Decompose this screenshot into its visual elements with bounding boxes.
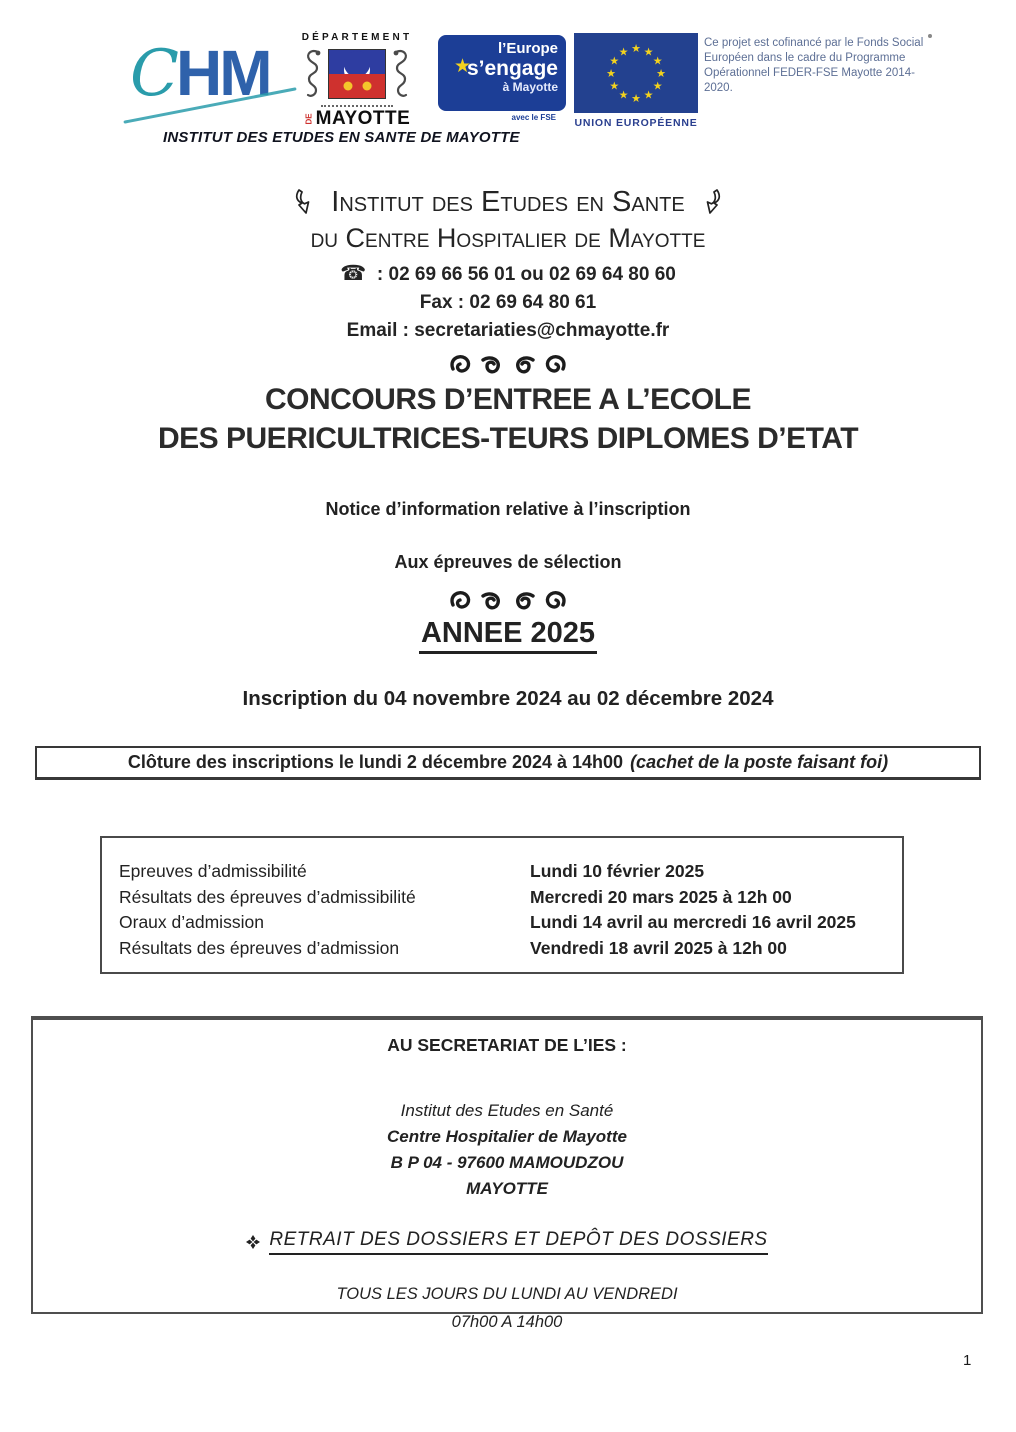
engage-line2: s’engage [466, 57, 558, 80]
svg-text:★: ★ [609, 80, 620, 93]
address-line: MAYOTTE [466, 1179, 548, 1198]
main-title [0, 380, 1016, 458]
year-heading [0, 617, 1016, 650]
year-text: ANNEE 2025 [419, 617, 597, 654]
scan-artifact-dot [928, 34, 932, 38]
svg-text:★: ★ [609, 55, 620, 68]
arrow-right-icon [701, 189, 725, 216]
departement-mayotte-logo [282, 32, 432, 136]
eu-caption-label: UNION EUROPÉENNE [574, 117, 698, 129]
inscription-line: Inscription du 04 novembre 2024 au 02 décembre 2024 [242, 687, 774, 710]
notice-line: Notice d’information relative à l’inscription [325, 499, 691, 519]
retrait-text: RETRAIT DES DOSSIERS ET DEPÔT DES DOSSIERS [269, 1229, 767, 1255]
address-line: B P 04 - 97600 MAMOUDZOU [390, 1153, 624, 1172]
schedule-value: Mercredi 20 mars 2025 à 12h 00 [530, 886, 792, 907]
mayotte-de-label: DE [304, 112, 314, 124]
cofinance-note: Ce projet est cofinancé par le Fonds Social Européen dans le cadre du Programme Opérationnel FEDER-FSE Mayotte 2014-2020. [704, 37, 924, 94]
mayotte-shield-icon [328, 49, 386, 99]
svg-text:★: ★ [643, 89, 654, 102]
svg-text:★: ★ [618, 46, 629, 59]
schedule-value: Lundi 14 avril au mercredi 16 avril 2025 [530, 912, 856, 932]
institute-phone-number: : 02 69 66 56 01 ou 02 69 64 80 60 [376, 264, 676, 285]
schedule-value: Vendredi 18 avril 2025 à 12h 00 [530, 937, 787, 958]
schedule-row [102, 910, 902, 936]
closure-box [35, 746, 981, 780]
institute-line1: Institut des Etudes en Sante [331, 186, 685, 218]
chm-logo [130, 34, 295, 124]
phone-icon: ☎ [340, 262, 367, 285]
header-subtitle: INSTITUT DES ETUDES EN SANTE DE MAYOTTE [163, 129, 520, 146]
secretariat-box [31, 1016, 983, 1331]
main-title-line1: CONCOURS D’ENTREE A L’ECOLE [265, 383, 751, 416]
engage-line1: l’Europe [497, 40, 558, 57]
secretariat-heading: AU SECRETARIAT DE L’IES : [387, 1035, 627, 1055]
institute-line2: du Centre Hospitalier de Mayotte [310, 223, 706, 253]
europe-sengage-logo [438, 35, 566, 139]
svg-text:★: ★ [652, 55, 663, 68]
institute-phone [0, 260, 1016, 289]
opening-days: TOUS LES JOURS DU LUNDI AU VENDREDI [336, 1285, 678, 1303]
fleuron-divider-icon [447, 352, 569, 378]
svg-text:★: ★ [631, 93, 641, 105]
institute-heading [0, 185, 1016, 345]
fleuron-divider-icon [447, 588, 569, 614]
schedule-box [100, 836, 904, 974]
engage-line3: à Mayotte [502, 80, 558, 94]
svg-text:★: ★ [606, 68, 616, 80]
main-title-line2: DES PUERICULTRICES-TEURS DIPLOMES D’ETAT [157, 422, 859, 455]
schedule-row [102, 885, 902, 911]
eu-stars-icon [574, 33, 698, 113]
secretariat-address [33, 1098, 981, 1202]
schedule-value: Lundi 10 février 2025 [530, 861, 705, 881]
svg-text:★: ★ [631, 43, 641, 55]
seahorse-left-icon [303, 48, 325, 100]
epreuves-line: Aux épreuves de sélection [394, 552, 622, 572]
page-number: 1 [963, 1352, 972, 1369]
diamond-bullet-icon [246, 1235, 260, 1249]
schedule-row [102, 859, 902, 885]
star-icon: ★ [454, 56, 472, 77]
departement-label: DÉPARTEMENT [301, 32, 413, 43]
opening-hours: 07h00 A 14h00 [451, 1313, 563, 1331]
chm-logo-c: C [130, 37, 176, 111]
schedule-row [102, 936, 902, 962]
svg-text:★: ★ [643, 46, 654, 59]
svg-text:★: ★ [652, 80, 663, 93]
svg-text:★: ★ [656, 68, 666, 80]
schedule-label: Oraux d’admission [119, 912, 264, 932]
svg-text:★: ★ [618, 89, 629, 102]
institute-email: Email : secretariaties@chmayotte.fr [346, 320, 670, 341]
chm-logo-hm: HM [175, 37, 270, 109]
schedule-label: Résultats des épreuves d’admission [119, 937, 400, 958]
mayotte-banner-icon [321, 105, 393, 107]
address-line: Centre Hospitalier de Mayotte [387, 1127, 627, 1146]
schedule-label: Epreuves d’admissibilité [119, 861, 307, 881]
closure-text: Clôture des inscriptions le lundi 2 décembre 2024 à 14h00 [127, 752, 624, 772]
eu-flag-logo [572, 33, 700, 129]
schedule-label: Résultats des épreuves d’admissibilité [119, 886, 416, 907]
institute-fax: Fax : 02 69 64 80 61 [419, 292, 597, 313]
closure-text-italic: (cachet de la poste faisant foi) [630, 752, 889, 772]
mayotte-name-label: MAYOTTE [315, 108, 411, 129]
arrow-left-icon [291, 189, 315, 216]
chm-logo-text [130, 34, 295, 113]
engage-line4: avec le FSE [511, 113, 556, 122]
seahorse-right-icon [389, 48, 411, 100]
address-line: Institut des Etudes en Santé [400, 1101, 614, 1120]
retrait-line [33, 1229, 981, 1255]
